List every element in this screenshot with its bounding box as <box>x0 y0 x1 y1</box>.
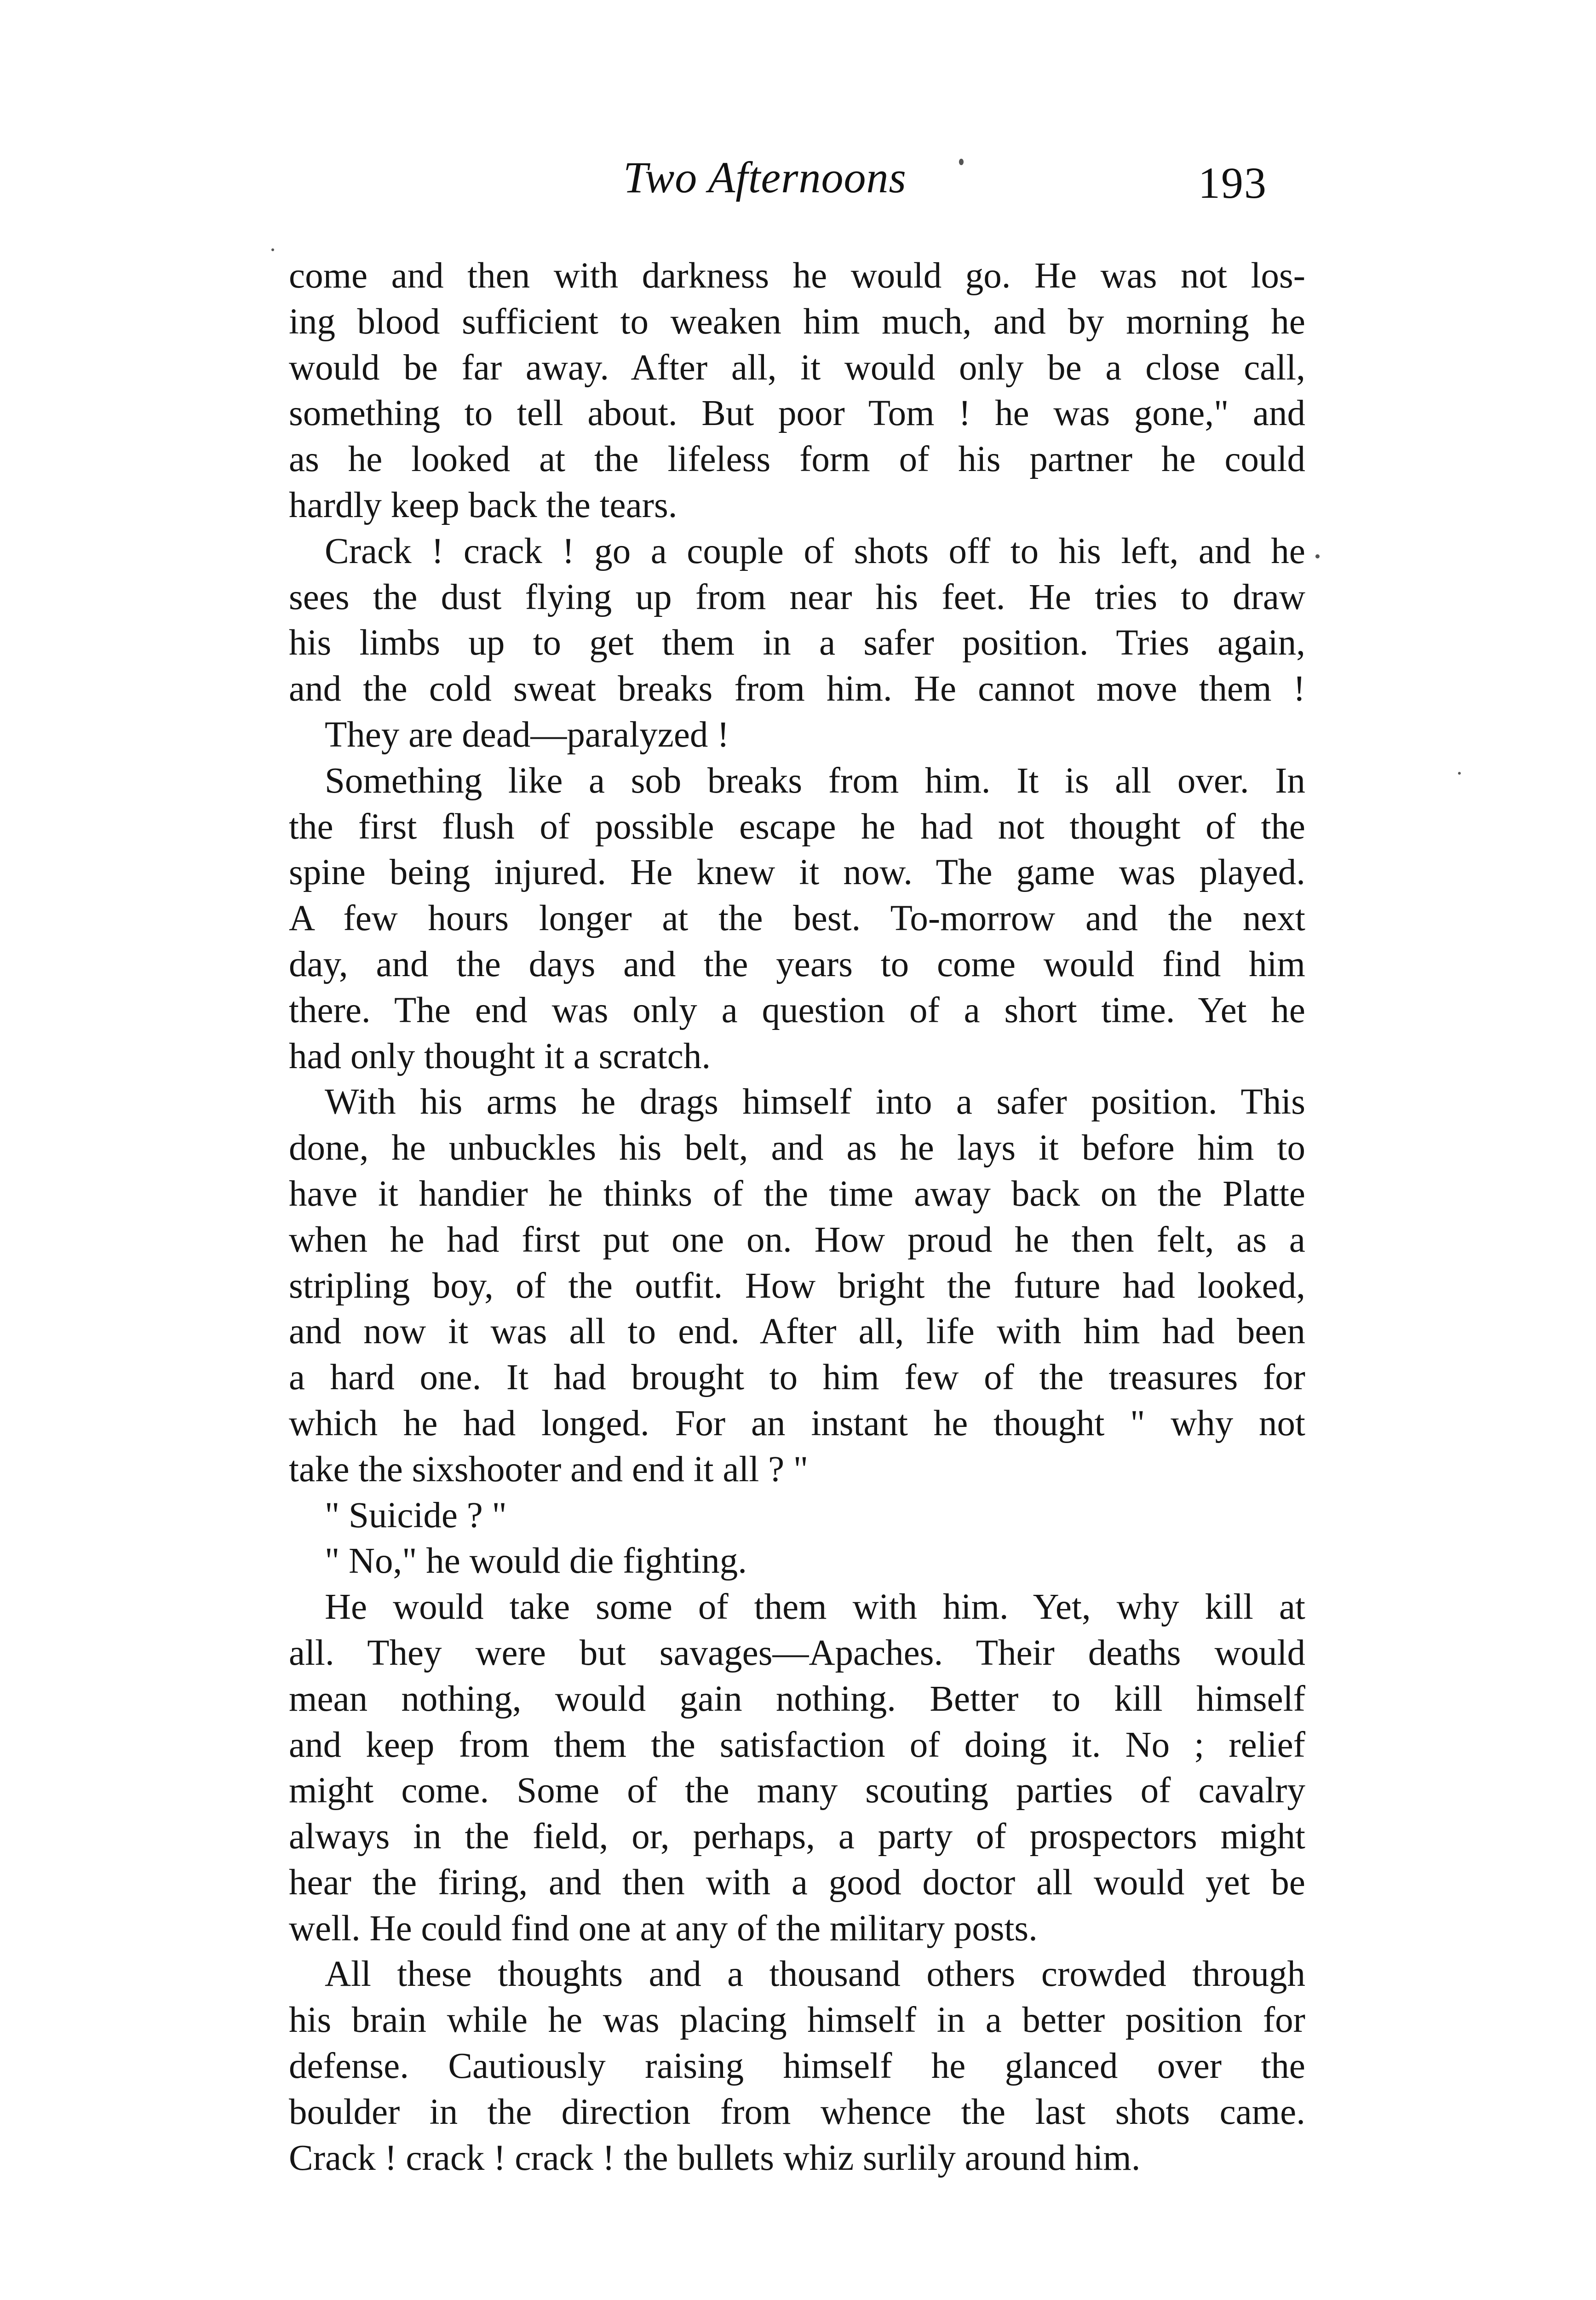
text-line: had only thought it a scratch. <box>289 1036 711 1076</box>
text-line: A few hours longer at the best. To-morrow and the next <box>289 898 1305 939</box>
text-line: something to tell about. But poor Tom ! he was gone," and <box>289 393 1305 434</box>
text-line: might come. Some of the many scouting parties of cavalry <box>289 1771 1305 1811</box>
text-line: take the sixshooter and end it all ? " <box>289 1449 809 1489</box>
text-line: his limbs up to get them in a safer position. Tries again, <box>289 623 1305 663</box>
body-text <box>289 253 1305 2181</box>
text-line: done, he unbuckles his belt, and as he lays it before him to <box>289 1128 1305 1168</box>
print-speck <box>271 248 274 251</box>
text-line: Crack ! crack ! crack ! the bullets whiz surlily around him. <box>289 2138 1141 2178</box>
text-line: " Suicide ? " <box>325 1495 507 1535</box>
text-line: which he had longed. For an instant he thought " why not <box>289 1403 1305 1443</box>
text-line: day, and the days and the years to come would find him <box>289 944 1305 984</box>
text-line: defense. Cautiously raising himself he glanced over the <box>289 2046 1305 2087</box>
text-line: With his arms he drags himself into a safer position. This <box>325 1082 1305 1122</box>
text-line: and keep from them the satisfaction of doing it. No ; relief <box>289 1725 1305 1765</box>
text-line: hear the firing, and then with a good doctor all would yet be <box>289 1862 1305 1903</box>
text-line: sees the dust flying up from near his feet. He tries to draw <box>289 577 1305 617</box>
running-header <box>0 152 1596 216</box>
text-line: ing blood sufficient to weaken him much, and by morning he <box>289 301 1305 342</box>
text-line: there. The end was only a question of a short time. Yet he <box>289 990 1305 1030</box>
print-speck <box>1458 772 1461 775</box>
text-line: He would take some of them with him. Yet, why kill at <box>325 1587 1305 1627</box>
text-line: " No," he would die fighting. <box>325 1541 747 1581</box>
text-line: and the cold sweat breaks from him. He cannot move them ! <box>289 669 1305 709</box>
text-line: Something like a sob breaks from him. It is all over. In <box>325 760 1305 801</box>
page-number: 193 <box>1198 158 1267 207</box>
text-line: well. He could find one at any of the military posts. <box>289 1908 1038 1949</box>
text-line: stripling boy, of the outfit. How bright the future had looked, <box>289 1265 1305 1306</box>
text-line: all. They were but savages—Apaches. Their deaths would <box>289 1633 1305 1673</box>
print-speck <box>1315 554 1320 558</box>
text-line: have it handier he thinks of the time away back on the Platte <box>289 1173 1305 1214</box>
text-line: They are dead—paralyzed ! <box>325 714 729 755</box>
text-line: the first flush of possible escape he had not thought of the <box>289 806 1305 847</box>
running-title: Two Afternoons <box>623 153 907 202</box>
text-line: hardly keep back the tears. <box>289 485 677 525</box>
text-line: spine being injured. He knew it now. The game was played. <box>289 852 1305 893</box>
text-line: as he looked at the lifeless form of his partner he could <box>289 439 1305 480</box>
text-line: boulder in the direction from whence the last shots came. <box>289 2092 1305 2132</box>
text-line: his brain while he was placing himself in a better position for <box>289 2000 1305 2041</box>
text-line: Crack ! crack ! go a couple of shots off to his left, and he <box>325 531 1305 571</box>
text-line: mean nothing, would gain nothing. Better to kill himself <box>289 1679 1305 1719</box>
text-line: a hard one. It had brought to him few of the treasures for <box>289 1357 1305 1398</box>
text-line: All these thoughts and a thousand others crowded through <box>325 1954 1305 1995</box>
text-line: always in the field, or, perhaps, a party of prospectors might <box>289 1817 1305 1857</box>
text-line: when he had first put one on. How proud he then felt, as a <box>289 1219 1305 1260</box>
text-line: and now it was all to end. After all, life with him had been <box>289 1311 1305 1352</box>
text-line: would be far away. After all, it would only be a close call, <box>289 347 1305 388</box>
print-speck <box>959 159 964 165</box>
text-line: come and then with darkness he would go. He was not los- <box>289 256 1305 296</box>
